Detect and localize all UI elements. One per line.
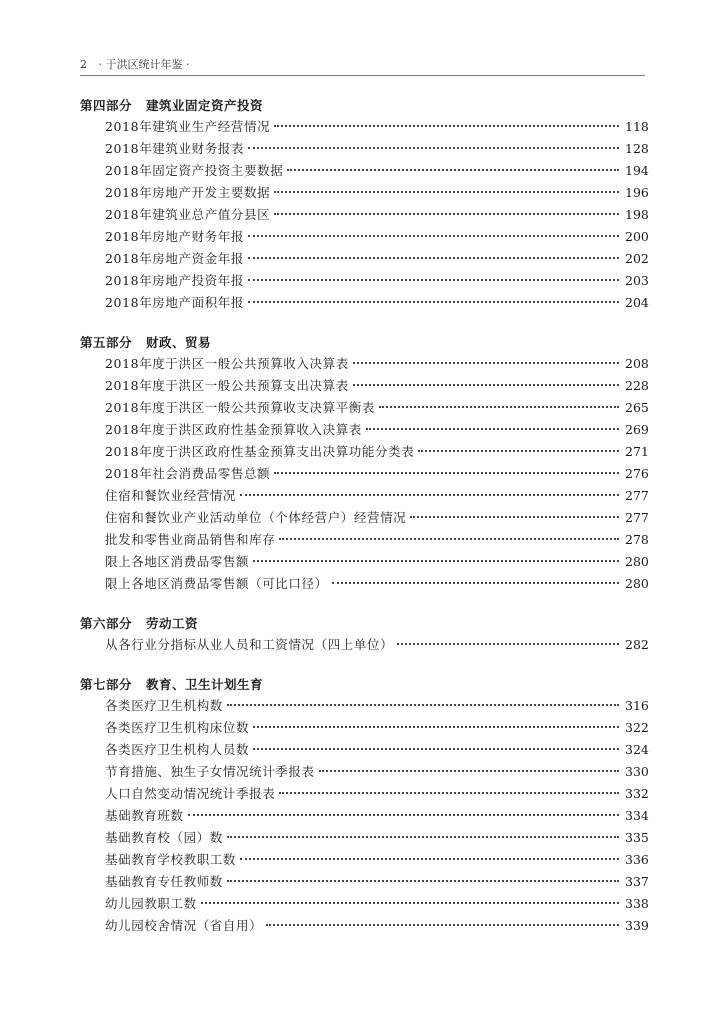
section-heading xyxy=(80,614,645,634)
dot-leader xyxy=(418,450,619,452)
dot-leader xyxy=(366,428,619,430)
dot-leader xyxy=(253,726,619,728)
toc-entry[interactable] xyxy=(80,717,649,739)
toc-entry[interactable] xyxy=(80,915,649,937)
section-title: 财政、贸易 xyxy=(146,335,212,350)
dot-leader xyxy=(227,880,619,882)
section-heading xyxy=(80,675,645,695)
toc-entry-page-number: 128 xyxy=(625,141,649,156)
dot-leader xyxy=(410,516,619,518)
toc-entry[interactable] xyxy=(80,397,649,419)
dot-leader xyxy=(188,814,619,816)
toc-entry-label: 2018年建筑业财务报表 xyxy=(105,141,245,156)
dot-leader xyxy=(248,257,619,259)
toc-entry-label: 各类医疗卫生机构床位数 xyxy=(105,720,250,735)
dot-leader xyxy=(274,472,619,474)
table-of-contents xyxy=(80,96,649,956)
toc-section xyxy=(80,96,649,314)
dot-leader xyxy=(287,169,619,171)
dot-leader xyxy=(379,406,619,408)
toc-entry-page-number: 200 xyxy=(625,229,649,244)
toc-section xyxy=(80,614,649,656)
dot-leader xyxy=(397,643,619,645)
section-title: 建筑业固定资产投资 xyxy=(146,98,264,113)
dot-leader xyxy=(274,125,619,127)
toc-entry[interactable] xyxy=(80,270,649,292)
toc-entry-label: 人口自然变动情况统计季报表 xyxy=(105,786,276,801)
toc-entry-page-number: 198 xyxy=(625,207,649,222)
toc-entry[interactable] xyxy=(80,827,649,849)
dot-leader xyxy=(353,384,619,386)
toc-entry-label: 基础教育学校教职工数 xyxy=(105,852,237,867)
toc-entry[interactable] xyxy=(80,375,649,397)
toc-entry-page-number: 337 xyxy=(625,874,649,889)
dot-leader xyxy=(353,362,619,364)
toc-entry-label: 限上各地区消费品零售额 xyxy=(105,554,250,569)
toc-entry[interactable] xyxy=(80,419,649,441)
toc-entry-label: 2018年度于洪区一般公共预算收支决算平衡表 xyxy=(105,400,376,415)
toc-entry-label: 2018年房地产投资年报 xyxy=(105,273,245,288)
toc-entry[interactable] xyxy=(80,529,649,551)
toc-entry[interactable] xyxy=(80,507,649,529)
toc-entry-page-number: 332 xyxy=(625,786,649,801)
toc-entry-page-number: 282 xyxy=(625,637,649,652)
toc-entry-label: 2018年建筑业生产经营情况 xyxy=(105,119,271,134)
dot-leader xyxy=(227,704,619,706)
toc-entry[interactable] xyxy=(80,204,649,226)
toc-entry[interactable] xyxy=(80,463,649,485)
toc-entry[interactable] xyxy=(80,116,649,138)
toc-entry-page-number: 269 xyxy=(625,422,649,437)
toc-entry-page-number: 194 xyxy=(625,163,649,178)
toc-entry[interactable] xyxy=(80,226,649,248)
dot-leader xyxy=(253,748,619,750)
running-header xyxy=(80,58,645,76)
dot-leader xyxy=(248,279,619,281)
toc-entry-label: 2018年房地产资金年报 xyxy=(105,251,245,266)
dot-leader xyxy=(201,902,619,904)
toc-entry-page-number: 280 xyxy=(625,576,649,591)
toc-entry-label: 2018年度于洪区政府性基金预算支出决算功能分类表 xyxy=(105,444,415,459)
toc-entry-page-number: 202 xyxy=(625,251,649,266)
toc-entry[interactable] xyxy=(80,292,649,314)
toc-entry[interactable] xyxy=(80,739,649,761)
toc-entry-label: 各类医疗卫生机构数 xyxy=(105,698,223,713)
toc-entry-label: 各类医疗卫生机构人员数 xyxy=(105,742,250,757)
toc-entry[interactable] xyxy=(80,551,649,573)
dot-leader xyxy=(240,858,619,860)
dot-leader xyxy=(279,538,619,540)
toc-entry-page-number: 278 xyxy=(625,532,649,547)
toc-entry[interactable] xyxy=(80,761,649,783)
header-rule xyxy=(80,75,645,76)
toc-entry[interactable] xyxy=(80,441,649,463)
toc-entry-label: 2018年房地产开发主要数据 xyxy=(105,185,271,200)
toc-entry-page-number: 228 xyxy=(625,378,649,393)
toc-entry-label: 2018年度于洪区政府性基金预算收入决算表 xyxy=(105,422,362,437)
toc-entry-label: 基础教育专任教师数 xyxy=(105,874,223,889)
dot-leader xyxy=(248,301,619,303)
toc-entry[interactable] xyxy=(80,695,649,717)
toc-entry-page-number: 204 xyxy=(625,295,649,310)
toc-entry-label: 从各行业分指标从业人员和工资情况（四上单位） xyxy=(105,637,394,652)
toc-entry[interactable] xyxy=(80,849,649,871)
toc-entry-label: 2018年固定资产投资主要数据 xyxy=(105,163,284,178)
toc-entry-page-number: 271 xyxy=(625,444,649,459)
toc-entry-page-number: 330 xyxy=(625,764,649,779)
page-number: 2 xyxy=(80,58,87,71)
dot-leader xyxy=(227,836,619,838)
dot-leader xyxy=(274,213,619,215)
section-heading xyxy=(80,96,645,116)
section-part-number: 第七部分 xyxy=(80,677,133,692)
toc-entry-label: 2018年房地产财务年报 xyxy=(105,229,245,244)
toc-entry-label: 2018年房地产面积年报 xyxy=(105,295,245,310)
toc-entry-page-number: 280 xyxy=(625,554,649,569)
dot-leader xyxy=(248,147,619,149)
dot-leader xyxy=(274,191,619,193)
toc-entry-page-number: 339 xyxy=(625,918,649,933)
dot-leader xyxy=(253,560,619,562)
toc-entry-page-number: 316 xyxy=(625,698,649,713)
toc-entry-label: 幼儿园教职工数 xyxy=(105,896,197,911)
toc-entry-page-number: 334 xyxy=(625,808,649,823)
toc-entry-page-number: 203 xyxy=(625,273,649,288)
dot-leader xyxy=(248,235,619,237)
section-title: 劳动工资 xyxy=(146,616,199,631)
toc-entry-label: 2018年建筑业总产值分县区 xyxy=(105,207,271,222)
running-title: · 于洪区统计年鉴 · xyxy=(98,58,190,71)
toc-entry[interactable] xyxy=(80,805,649,827)
toc-entry[interactable] xyxy=(80,485,649,507)
toc-entry-label: 批发和零售业商品销售和库存 xyxy=(105,532,276,547)
toc-entry-page-number: 276 xyxy=(625,466,649,481)
toc-section xyxy=(80,675,649,937)
dot-leader xyxy=(332,582,619,584)
toc-entry-page-number: 335 xyxy=(625,830,649,845)
toc-entry[interactable] xyxy=(80,871,649,893)
toc-entry[interactable] xyxy=(80,248,649,270)
toc-entry-label: 节育措施、独生子女情况统计季报表 xyxy=(105,764,315,779)
toc-entry-page-number: 338 xyxy=(625,896,649,911)
toc-entry[interactable] xyxy=(80,353,649,375)
section-title: 教育、卫生计划生育 xyxy=(146,677,264,692)
toc-entry-label: 2018年社会消费品零售总额 xyxy=(105,466,271,481)
dot-leader xyxy=(279,792,619,794)
toc-entry[interactable] xyxy=(80,138,649,160)
toc-entry-page-number: 265 xyxy=(625,400,649,415)
toc-entry-page-number: 118 xyxy=(625,119,649,134)
toc-entry-page-number: 324 xyxy=(625,742,649,757)
section-part-number: 第五部分 xyxy=(80,335,133,350)
section-part-number: 第四部分 xyxy=(80,98,133,113)
dot-leader xyxy=(266,924,619,926)
dot-leader xyxy=(319,770,619,772)
toc-entry-page-number: 196 xyxy=(625,185,649,200)
toc-section xyxy=(80,333,649,595)
toc-entry-page-number: 277 xyxy=(625,488,649,503)
toc-entry[interactable] xyxy=(80,182,649,204)
toc-entry-label: 幼儿园校舍情况（省自用） xyxy=(105,918,263,933)
section-part-number: 第六部分 xyxy=(80,616,133,631)
toc-entry-page-number: 208 xyxy=(625,356,649,371)
toc-entry-label: 限上各地区消费品零售额（可比口径） xyxy=(105,576,328,591)
dot-leader xyxy=(240,494,619,496)
toc-entry-page-number: 322 xyxy=(625,720,649,735)
toc-entry-label: 2018年度于洪区一般公共预算支出决算表 xyxy=(105,378,349,393)
toc-entry[interactable] xyxy=(80,573,649,595)
toc-entry-label: 2018年度于洪区一般公共预算收入决算表 xyxy=(105,356,349,371)
toc-entry[interactable] xyxy=(80,160,649,182)
toc-entry-label: 基础教育班数 xyxy=(105,808,184,823)
toc-entry-label: 基础教育校（园）数 xyxy=(105,830,223,845)
toc-entry[interactable] xyxy=(80,783,649,805)
toc-entry-label: 住宿和餐饮业经营情况 xyxy=(105,488,237,503)
section-heading xyxy=(80,333,645,353)
toc-entry[interactable] xyxy=(80,634,649,656)
toc-entry-page-number: 277 xyxy=(625,510,649,525)
toc-entry[interactable] xyxy=(80,893,649,915)
toc-entry-page-number: 336 xyxy=(625,852,649,867)
toc-entry-label: 住宿和餐饮业产业活动单位（个体经营户）经营情况 xyxy=(105,510,407,525)
